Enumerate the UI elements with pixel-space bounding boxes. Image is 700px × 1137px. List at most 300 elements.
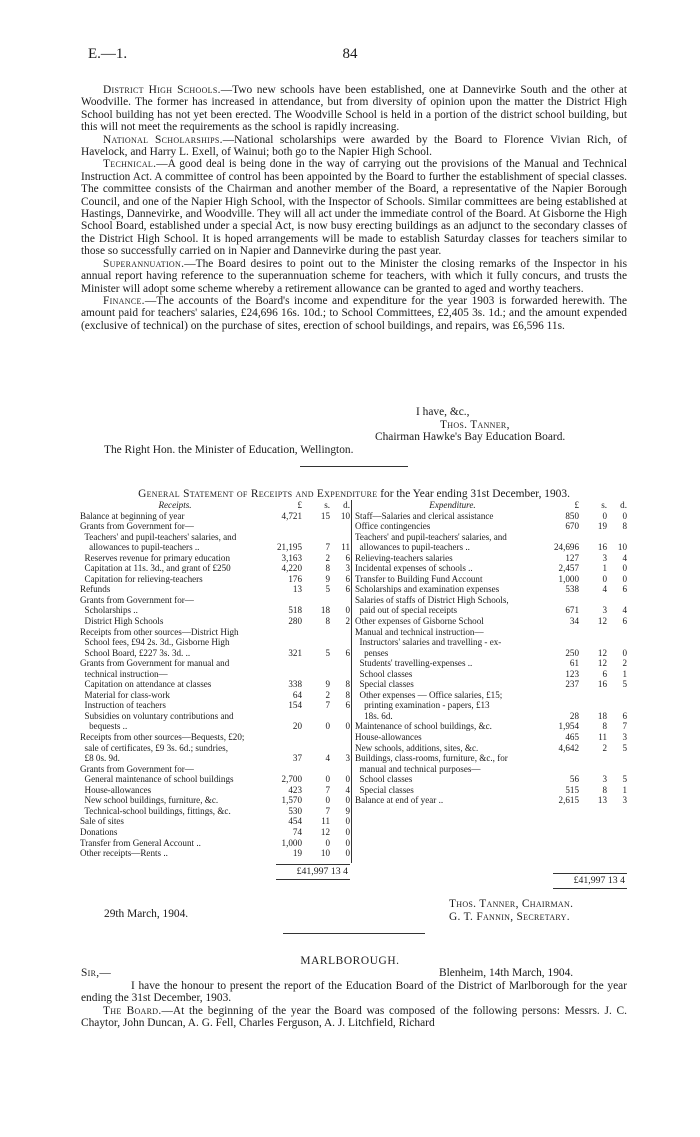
pence-value: 0	[622, 510, 627, 521]
shillings-value: 19	[597, 521, 607, 532]
expenditure-header-row	[355, 500, 627, 511]
receipts-row	[80, 627, 350, 638]
pence-value: 3	[622, 732, 627, 743]
pounds-value: 515	[565, 784, 579, 795]
receipts-row	[80, 595, 350, 606]
receipts-item-label: Grants from Government for—	[80, 763, 194, 774]
pence-value: 0	[345, 605, 350, 616]
expenditure-total-value: £41,997 13 4	[573, 875, 625, 886]
receipts-row	[80, 700, 350, 711]
receipts-row	[80, 721, 350, 732]
receipts-row	[80, 511, 350, 522]
paragraph-text: —The accounts of the Board's income and expenditure for the year 1903 is forwarded herewith. The amount paid for teachers' salaries, £24,696 16s. 10d.; to School Committees, £2,405 3s. 1d.; and the amount expended (exclusive of technical) on the purchase of sites, erection of school buildings, and repairs, was £6,596 11s.	[81, 294, 627, 332]
expenditure-row	[355, 700, 627, 711]
receipts-item-label: School fees, £94 2s. 3d., Gisborne High	[80, 637, 230, 648]
shillings-header: s.	[324, 500, 330, 510]
pence-value: 5	[622, 679, 627, 690]
receipts-item-label: District High Schools	[80, 616, 164, 627]
statement-title-rest: for the Year ending 31st December, 1903.	[377, 488, 570, 500]
shillings-value: 3	[602, 774, 607, 785]
pence-value: 6	[622, 616, 627, 627]
expenditure-row	[355, 553, 627, 564]
pounds-value: 154	[288, 700, 302, 711]
shillings-value: 5	[325, 584, 330, 595]
pounds-value: 538	[565, 584, 579, 595]
section-divider	[300, 466, 408, 467]
shillings-value: 0	[602, 573, 607, 584]
expenditure-row	[355, 532, 627, 543]
pounds-value: 671	[565, 605, 579, 616]
pounds-value: 19	[292, 848, 302, 859]
pounds-value: 1,954	[558, 721, 579, 732]
receipts-table	[80, 500, 350, 859]
expenditure-row	[355, 648, 627, 659]
pounds-value: 237	[565, 679, 579, 690]
pence-value: 6	[622, 710, 627, 721]
receipts-row	[80, 616, 350, 627]
shillings-value: 7	[325, 805, 330, 816]
pounds-value: 4,220	[281, 563, 302, 574]
expenditure-item-label: paid out of special receipts	[355, 605, 458, 616]
shillings-value: 16	[597, 679, 607, 690]
paragraph-heading: The Board.	[103, 1004, 162, 1017]
expenditure-item-label: Students' travelling-expenses ..	[355, 658, 473, 669]
pence-value: 8	[345, 679, 350, 690]
expenditure-row	[355, 521, 627, 532]
paragraph-text: —A good deal is being done in the way of carrying out the provisions of the Manual and Technical Instruction Act. A committee of control has been appointed by the Board to further the establishment of special classes. The committee consists of the Chairman and another member of the Board, a representative of the Napier Borough Council, and one of the Napier High School, with the Inspector of Schools. Similar committees are being established at Hastings, Dannevirke, and Woodville. They will all act under the immediate control of the Board. At Gisborne the High School Board, established under a special Act, is now busy erecting buildings as an adjunct to the secondary classes of the District High School. It is hoped arrangements will be made to establish Saturday classes for teachers similar to those so successfully carried on in Napier and Dannevirke during the past year.	[81, 158, 627, 258]
pence-value: 1	[622, 668, 627, 679]
expenditure-total	[553, 873, 627, 889]
receipts-item-label: Balance at beginning of year	[80, 510, 185, 521]
shillings-value: 0	[325, 721, 330, 732]
shillings-value: 8	[602, 721, 607, 732]
pence-value: 3	[345, 563, 350, 574]
receipts-total	[276, 864, 350, 880]
shillings-value: 0	[325, 795, 330, 806]
footer-secretary: G. T. Fannin, Secretary.	[449, 911, 570, 923]
expenditure-item-label: Maintenance of school buildings, &c.	[355, 721, 492, 732]
pence-value: 5	[622, 774, 627, 785]
shillings-value: 7	[325, 542, 330, 553]
pounds-value: 465	[565, 732, 579, 743]
shillings-value: 8	[325, 563, 330, 574]
pounds-value: 21,195	[276, 542, 302, 553]
expenditure-item-label: Office contingencies	[355, 521, 431, 532]
shillings-value: 10	[320, 848, 330, 859]
expenditure-item-label: Transfer to Building Fund Account	[355, 573, 483, 584]
paragraph-district-high-schools	[81, 84, 627, 134]
expenditure-item-label: School classes	[355, 668, 413, 679]
expenditure-row	[355, 511, 627, 522]
receipts-item-label: technical instruction—	[80, 668, 168, 679]
receipts-item-label: Capitation at 11s. 3d., and grant of £250	[80, 563, 231, 574]
pence-value: 4	[622, 605, 627, 616]
receipts-item-label: School Board, £227 3s. 3d. ..	[80, 647, 191, 658]
expenditure-item-label: Balance at end of year ..	[355, 795, 444, 806]
receipts-item-label: Capitation for relieving-teachers	[80, 573, 203, 584]
receipts-row	[80, 542, 350, 553]
shillings-value: 9	[325, 679, 330, 690]
pence-value: 0	[345, 848, 350, 859]
receipts-row	[80, 838, 350, 849]
expenditure-item-label: Teachers' and pupil-teachers' salaries, and	[355, 531, 507, 542]
receipts-row	[80, 774, 350, 785]
receipts-item-label: Donations	[80, 826, 118, 837]
receipts-item-label: allowances to pupil-teachers ..	[80, 542, 200, 553]
expenditure-row	[355, 690, 627, 701]
expenditure-row	[355, 574, 627, 585]
shillings-value: 2	[325, 689, 330, 700]
pounds-value: 423	[288, 784, 302, 795]
receipts-item-label: Scholarships ..	[80, 605, 141, 616]
pence-value: 10	[340, 510, 350, 521]
expenditure-row	[355, 711, 627, 722]
paragraph-text: —At the beginning of the year the Board was composed of the following persons: Messrs. J. C. Chaytor, John Duncan, A. G. Fell, Charles Ferguson, A. J. Litchfield, Richard	[81, 1004, 627, 1030]
paragraph-national-scholarships	[81, 134, 627, 159]
receipts-row	[80, 553, 350, 564]
pounds-value: 176	[288, 573, 302, 584]
expenditure-item-label: printing examination - papers, £13	[355, 700, 490, 711]
receipts-row	[80, 574, 350, 585]
pence-value: 0	[622, 573, 627, 584]
expenditure-row	[355, 721, 627, 732]
pence-value: 10	[617, 542, 627, 553]
expenditure-row	[355, 795, 627, 806]
expenditure-row	[355, 605, 627, 616]
shillings-value: 12	[597, 616, 607, 627]
receipts-row	[80, 637, 350, 648]
receipts-row	[80, 764, 350, 775]
pounds-value: 454	[288, 816, 302, 827]
pence-value: 6	[345, 700, 350, 711]
shillings-value: 12	[320, 826, 330, 837]
expenditure-row	[355, 743, 627, 754]
pence-value: 0	[345, 837, 350, 848]
expenditure-item-label: Manual and technical instruction—	[355, 626, 484, 637]
receipts-item-label: House-allowances	[80, 784, 152, 795]
pence-value: 0	[345, 721, 350, 732]
receipts-item-label: £8 0s. 9d.	[80, 753, 120, 764]
page-header	[88, 46, 612, 66]
shillings-value: 1	[602, 563, 607, 574]
pence-value: 0	[345, 795, 350, 806]
pence-value: 0	[622, 647, 627, 658]
marlborough-body	[81, 980, 627, 1030]
letter-place-date: Blenheim, 14th March, 1904.	[439, 967, 574, 979]
expenditure-table	[355, 500, 627, 806]
paragraph-heading: District High Schools.	[103, 84, 221, 96]
shillings-value: 4	[325, 753, 330, 764]
paragraph-heading: Finance.	[103, 294, 145, 307]
pounds-value: 28	[569, 710, 579, 721]
expenditure-item-label: New schools, additions, sites, &c.	[355, 742, 479, 753]
receipts-item-label: Teachers' and pupil-teachers' salaries, and	[80, 531, 237, 542]
marlborough-paragraph-1: I have the honour to present the report of the Education Board of the District of Marlborough for the year ending the 31st December, 1903.	[81, 980, 627, 1005]
pence-value: 6	[345, 584, 350, 595]
pounds-value: 20	[292, 721, 302, 732]
shillings-value: 3	[602, 552, 607, 563]
paragraph-technical	[81, 158, 627, 257]
shillings-value: 0	[325, 837, 330, 848]
pounds-value: 2,700	[281, 774, 302, 785]
pence-header: d.	[343, 500, 350, 510]
expenditure-item-label: Instructors' salaries and travelling - ex-	[355, 637, 502, 648]
pence-value: 6	[345, 552, 350, 563]
signature-name: Thos. Tanner,	[440, 419, 510, 431]
expenditure-item-label: 18s. 6d.	[355, 710, 393, 721]
receipts-item-label: Sale of sites	[80, 816, 124, 827]
receipts-row	[80, 648, 350, 659]
statement-title-main: General Statement of Receipts and Expenditure	[138, 488, 378, 500]
signature-title: Chairman Hawke's Bay Education Board.	[375, 431, 566, 443]
shillings-value: 18	[320, 605, 330, 616]
pounds-value: 13	[292, 584, 302, 595]
receipts-item-label: New school buildings, furniture, &c.	[80, 795, 219, 806]
pounds-value: 1,000	[558, 573, 579, 584]
receipts-item-label: Grants from Government for manual and	[80, 658, 230, 669]
receipts-row	[80, 658, 350, 669]
section-heading-marlborough: MARLBOROUGH.	[300, 955, 400, 967]
pence-value: 5	[622, 742, 627, 753]
pence-value: 6	[345, 647, 350, 658]
receipts-row	[80, 732, 350, 743]
receipts-item-label: Receipts from other sources—District High	[80, 626, 239, 637]
pence-value: 8	[345, 689, 350, 700]
pounds-value: 61	[569, 658, 579, 669]
shillings-value: 6	[602, 668, 607, 679]
statement-title	[81, 488, 627, 500]
pounds-value: 127	[565, 552, 579, 563]
receipts-row	[80, 584, 350, 595]
receipts-item-label: Capitation on attendance at classes	[80, 679, 212, 690]
receipts-item-label: Grants from Government for—	[80, 594, 194, 605]
report-body	[81, 84, 627, 332]
shillings-value: 9	[325, 573, 330, 584]
receipts-row	[80, 816, 350, 827]
receipts-header-row	[80, 500, 350, 511]
expenditure-item-label: Salaries of staffs of District High Schools,	[355, 594, 509, 605]
pounds-value: 338	[288, 679, 302, 690]
receipts-row	[80, 753, 350, 764]
receipts-row	[80, 521, 350, 532]
pence-value: 2	[345, 616, 350, 627]
shillings-value: 7	[325, 784, 330, 795]
expenditure-row	[355, 595, 627, 606]
expenditure-row	[355, 637, 627, 648]
pence-value: 4	[345, 784, 350, 795]
receipts-item-label: Subsidies on voluntary contributions and	[80, 710, 234, 721]
receipts-item-label: Technical-school buildings, fittings, &c.	[80, 805, 231, 816]
receipts-row	[80, 806, 350, 817]
shillings-value: 4	[602, 584, 607, 595]
receipts-item-label: Material for class-work	[80, 689, 170, 700]
pence-value: 3	[345, 753, 350, 764]
expenditure-header: Expenditure.	[429, 500, 476, 510]
paragraph-heading: Superannuation.	[103, 257, 185, 270]
column-divider	[351, 500, 352, 863]
shillings-value: 11	[321, 816, 330, 827]
signature-closing: I have, &c.,	[416, 406, 470, 418]
shillings-value: 2	[602, 742, 607, 753]
pounds-value: 2,615	[558, 795, 579, 806]
shillings-value: 3	[602, 605, 607, 616]
expenditure-item-label: Other expenses — Office salaries, £15;	[355, 689, 503, 700]
pounds-value: 74	[292, 826, 302, 837]
expenditure-row	[355, 764, 627, 775]
expenditure-item-label: allowances to pupil-teachers ..	[355, 542, 470, 553]
receipts-item-label: General maintenance of school buildings	[80, 774, 234, 785]
shillings-value: 13	[597, 795, 607, 806]
expenditure-item-label: Special classes	[355, 784, 414, 795]
pounds-value: 1,000	[281, 837, 302, 848]
receipts-row	[80, 690, 350, 701]
pounds-header: £	[574, 500, 579, 510]
expenditure-item-label: Relieving-teachers salaries	[355, 552, 453, 563]
shillings-value: 16	[597, 542, 607, 553]
pounds-value: 670	[565, 521, 579, 532]
addressee: The Right Hon. the Minister of Education, Wellington.	[104, 444, 354, 456]
paragraph-heading: National Scholarships.	[103, 133, 223, 146]
pounds-value: 518	[288, 605, 302, 616]
receipts-row	[80, 563, 350, 574]
receipts-row	[80, 827, 350, 838]
shillings-value: 2	[325, 552, 330, 563]
expenditure-row	[355, 753, 627, 764]
receipts-item-label: Reserves revenue for primary education	[80, 552, 230, 563]
pence-value: 6	[622, 584, 627, 595]
pounds-value: 2,457	[558, 563, 579, 574]
expenditure-item-label: Staff—Salaries and clerical assistance	[355, 510, 494, 521]
receipts-item-label: Transfer from General Account ..	[80, 837, 201, 848]
shillings-value: 8	[602, 784, 607, 795]
expenditure-row	[355, 669, 627, 680]
pounds-value: 850	[565, 510, 579, 521]
pence-value: 4	[622, 552, 627, 563]
expenditure-item-label: Buildings, class-rooms, furniture, &c., for	[355, 753, 508, 764]
shillings-value: 8	[325, 616, 330, 627]
receipts-item-label: bequests ..	[80, 721, 128, 732]
expenditure-item-label: Scholarships and examination expenses	[355, 584, 500, 595]
pence-value: 8	[622, 521, 627, 532]
shillings-value: 0	[602, 510, 607, 521]
expenditure-row	[355, 563, 627, 574]
pence-value: 0	[345, 826, 350, 837]
expenditure-row	[355, 584, 627, 595]
pence-value: 0	[345, 816, 350, 827]
footer-date: 29th March, 1904.	[104, 908, 189, 920]
expenditure-row	[355, 627, 627, 638]
pounds-value: 34	[569, 616, 579, 627]
expenditure-row	[355, 774, 627, 785]
pence-value: 1	[622, 784, 627, 795]
pounds-value: 530	[288, 805, 302, 816]
paragraph-text: —The Board desires to point out to the Minister the closing remarks of the Inspector in his annual report having reference to the superannuation scheme for teachers, with which it fully concurs, and trusts the Minister will adopt some scheme whereby a retirement allowance can be granted to aged and worthy teachers.	[81, 257, 627, 295]
receipts-item-label: Receipts from other sources—Bequests, £20;	[80, 732, 245, 743]
pounds-value: 280	[288, 616, 302, 627]
paragraph-finance	[81, 295, 627, 332]
pence-value: 6	[345, 573, 350, 584]
pounds-value: 37	[292, 753, 302, 764]
shillings-value: 18	[597, 710, 607, 721]
footer-chairman: Thos. Tanner, Chairman.	[449, 898, 574, 910]
shillings-value: 5	[325, 647, 330, 658]
paragraph-heading: Technical.	[103, 158, 157, 171]
receipts-item-label: Other receipts—Rents ..	[80, 848, 168, 859]
shillings-value: 11	[598, 732, 607, 743]
expenditure-row	[355, 785, 627, 796]
paragraph-text: —Two new schools have been established, one at Dannevirke South and the other at Woodville. The former has increased in attendance, but from diversity of opinion upon the matter the District High School building has not yet been erected. The Woodville School is held in a portion of the district school building, but this will not meet the requirements as the school is rapidly increasing.	[81, 84, 628, 134]
pence-value: 11	[341, 542, 350, 553]
receipts-row	[80, 795, 350, 806]
receipts-row	[80, 785, 350, 796]
pounds-value: 3,163	[281, 552, 302, 563]
receipts-item-label: Grants from Government for—	[80, 521, 194, 532]
pounds-header: £	[297, 500, 302, 510]
pounds-value: 4,642	[558, 742, 579, 753]
pence-value: 9	[345, 805, 350, 816]
expenditure-row	[355, 542, 627, 553]
pounds-value: 321	[288, 647, 302, 658]
pounds-value: 64	[292, 689, 302, 700]
expenditure-item-label: School classes	[355, 774, 413, 785]
page-number: 84	[342, 46, 358, 62]
receipts-header: Receipts.	[158, 500, 192, 510]
expenditure-row	[355, 616, 627, 627]
shillings-value: 12	[597, 647, 607, 658]
shillings-value: 7	[325, 700, 330, 711]
shillings-value: 0	[325, 774, 330, 785]
expenditure-item-label: Special classes	[355, 679, 414, 690]
pounds-value: 1,570	[281, 795, 302, 806]
receipts-row	[80, 605, 350, 616]
receipts-item-label: sale of certificates, £9 3s. 6d.; sundries,	[80, 742, 228, 753]
receipts-row	[80, 532, 350, 543]
pence-value: 0	[345, 774, 350, 785]
pounds-value: 250	[565, 647, 579, 658]
pence-value: 2	[622, 658, 627, 669]
expenditure-row	[355, 732, 627, 743]
paragraph-superannuation	[81, 258, 627, 295]
expenditure-item-label: House-allowances	[355, 732, 422, 743]
pounds-value: 123	[565, 668, 579, 679]
pounds-value: 56	[569, 774, 579, 785]
receipts-row	[80, 679, 350, 690]
pence-value: 7	[622, 721, 627, 732]
shillings-value: 15	[320, 510, 330, 521]
expenditure-item-label: Incidental expenses of schools ..	[355, 563, 473, 574]
expenditure-item-label: penses	[355, 647, 389, 658]
marlborough-paragraph-2	[81, 1005, 627, 1030]
section-divider-2	[283, 933, 425, 934]
expenditure-item-label: manual and technical purposes—	[355, 763, 481, 774]
pence-value: 0	[622, 563, 627, 574]
pence-value: 3	[622, 795, 627, 806]
pence-header: d.	[620, 500, 627, 510]
paragraph-text: —National scholarships were awarded by the Board to Florence Vivian Rich, of Havelock, and Harry L. Exell, of Wainui; both go to the Napier High School.	[81, 133, 627, 159]
expenditure-row	[355, 679, 627, 690]
shillings-header: s.	[601, 500, 607, 510]
salutation: Sir,—	[81, 967, 112, 979]
receipts-row	[80, 848, 350, 859]
expenditure-item-label: Other expenses of Gisborne School	[355, 616, 484, 627]
receipts-item-label: Instruction of teachers	[80, 700, 166, 711]
shillings-value: 12	[597, 658, 607, 669]
pounds-value: 24,696	[553, 542, 579, 553]
receipts-total-value: £41,997 13 4	[296, 866, 348, 877]
receipts-row	[80, 711, 350, 722]
receipts-item-label: Refunds	[80, 584, 111, 595]
document-reference: E.—1.	[88, 46, 128, 62]
